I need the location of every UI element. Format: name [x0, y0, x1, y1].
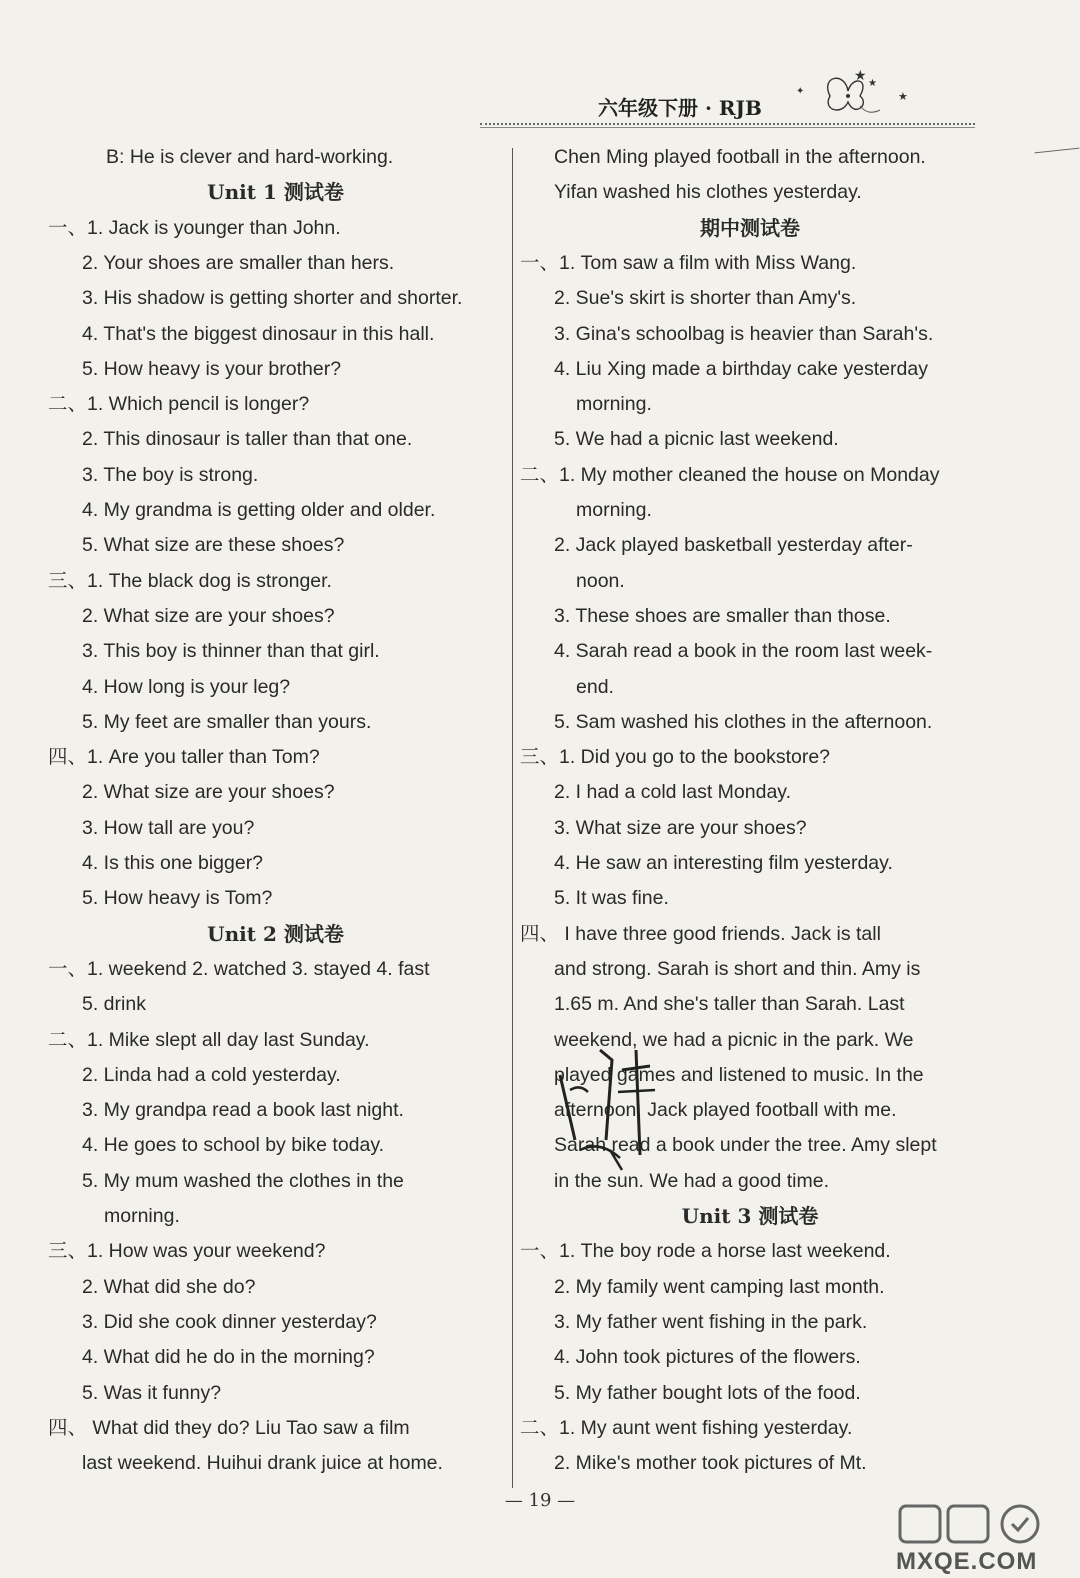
answer-line: 二、1. My mother cleaned the house on Monday [520, 463, 940, 486]
column-divider [512, 148, 513, 1488]
svg-text:★: ★ [898, 91, 908, 103]
answer-line: 5. drink [82, 993, 146, 1016]
answer-line: 5. What size are these shoes? [82, 534, 345, 557]
answer-line: last weekend. Huihui drank juice at home. [82, 1452, 443, 1475]
answer-line: 3. His shadow is getting shorter and shorter. [82, 287, 463, 310]
answer-line: 5. Was it funny? [82, 1381, 222, 1404]
answer-line: afternoon, Jack played football with me. [554, 1099, 897, 1122]
answer-line: 5. My feet are smaller than yours. [82, 710, 372, 733]
svg-text:★: ★ [868, 78, 877, 89]
answer-line: weekend, we had a picnic in the park. We [554, 1028, 914, 1051]
answer-line: 2. Linda had a cold yesterday. [82, 1063, 341, 1086]
answer-line: 一、1. The boy rode a horse last weekend. [520, 1240, 891, 1263]
answer-line: 四、1. Are you taller than Tom? [48, 746, 320, 769]
watermark-text: MXQE.COM [896, 1548, 1038, 1575]
answer-line: 3. These shoes are smaller than those. [554, 604, 891, 627]
answer-line: 2. Mike's mother took pictures of Mt. [554, 1452, 867, 1475]
answer-line: 4. That's the biggest dinosaur in this hall. [82, 322, 435, 345]
header-title: 六年级下册 · RJB [598, 96, 762, 120]
answer-line: played games and listened to music. In the [554, 1063, 924, 1086]
answer-line: 一、1. weekend 2. watched 3. stayed 4. fast [48, 957, 430, 980]
answer-line: 4. How long is your leg? [82, 675, 291, 698]
answer-line: morning. [104, 1205, 180, 1227]
answer-line: 4. What did he do in the morning? [82, 1346, 375, 1369]
answer-line: 4. Liu Xing made a birthday cake yesterday [554, 357, 928, 380]
answer-line: 二、1. My aunt went fishing yesterday. [520, 1416, 853, 1439]
answer-line: 三、1. How was your weekend? [48, 1240, 326, 1263]
answer-line: Sarah read a book under the tree. Amy slept [554, 1134, 937, 1157]
section-heading: Unit 1 测试卷 [207, 180, 344, 205]
site-watermark [890, 1500, 1080, 1578]
answer-line: 3. What size are your shoes? [554, 816, 807, 839]
answer-line: 3. This boy is thinner than that girl. [82, 640, 380, 663]
answer-line: 一、1. Tom saw a film with Miss Wang. [520, 251, 857, 274]
section-heading: Unit 2 测试卷 [207, 921, 344, 946]
answer-line: 3. My father went fishing in the park. [554, 1310, 868, 1333]
answer-line: 2. What did she do? [82, 1275, 256, 1298]
answer-line: end. [576, 675, 614, 698]
answer-line: 5. My mum washed the clothes in the [82, 1169, 404, 1192]
answer-line: morning. [576, 499, 652, 521]
answer-line: and strong. Sarah is short and thin. Amy is [554, 957, 921, 980]
answer-line: 1.65 m. And she's taller than Sarah. Last [554, 993, 905, 1016]
section-heading: 期中测试卷 [700, 215, 800, 240]
answer-line: 3. Gina's schoolbag is heavier than Sarah's. [554, 322, 934, 345]
header-divider [480, 123, 975, 125]
answer-line: 4. He saw an interesting film yesterday. [554, 852, 893, 874]
answer-line: 2. I had a cold last Monday. [554, 781, 792, 804]
answer-line: Yifan washed his clothes yesterday. [554, 181, 862, 204]
svg-text:✦: ✦ [796, 86, 805, 97]
answer-line: 5. Sam washed his clothes in the afternoon. [554, 710, 933, 733]
answer-line: 三、1. Did you go to the bookstore? [520, 746, 831, 769]
answer-line: 3. Did she cook dinner yesterday? [82, 1310, 377, 1333]
svg-text:★: ★ [854, 67, 867, 83]
answer-line: B: He is clever and hard-working. [106, 146, 394, 168]
section-heading: Unit 3 测试卷 [681, 1204, 819, 1228]
answer-line: 2. This dinosaur is taller than that one. [82, 428, 413, 451]
answer-line: 5. We had a picnic last weekend. [554, 428, 839, 451]
answer-line: 4. Is this one bigger? [82, 852, 264, 874]
answer-line: 5. How heavy is Tom? [82, 887, 273, 910]
answer-line: 2. Sue's skirt is shorter than Amy's. [554, 287, 857, 310]
answer-line: 5. How heavy is your brother? [82, 357, 342, 380]
butterfly-icon [790, 66, 910, 126]
answer-line: noon. [576, 569, 625, 592]
answer-line: 4. My grandma is getting older and older. [82, 499, 436, 521]
answer-line: 5. My father bought lots of the food. [554, 1381, 861, 1404]
page-header [480, 67, 975, 126]
answer-line: Chen Ming played football in the afternoon. [554, 146, 926, 168]
answer-line: 2. Your shoes are smaller than hers. [82, 251, 395, 274]
answer-line: morning. [576, 393, 652, 416]
header-divider-solid [480, 127, 975, 128]
answer-line: in the sun. We had a good time. [554, 1169, 829, 1192]
answer-line: 四、 What did they do? Liu Tao saw a film [48, 1416, 410, 1439]
answer-line: 四、 I have three good friends. Jack is tall [520, 922, 881, 945]
answer-line: 2. What size are your shoes? [82, 781, 335, 804]
answer-line: 4. Sarah read a book in the room last week- [554, 640, 933, 663]
answer-line: 2. My family went camping last month. [554, 1275, 885, 1298]
answer-line: 5. It was fine. [554, 887, 669, 910]
corner-mark [1035, 148, 1080, 164]
answer-line: 2. What size are your shoes? [82, 604, 335, 627]
answer-line: 三、1. The black dog is stronger. [48, 569, 332, 592]
handwritten-stamp [540, 1030, 670, 1180]
answer-line: 3. The boy is strong. [82, 463, 259, 486]
answer-line: 二、1. Mike slept all day last Sunday. [48, 1028, 370, 1051]
answer-line: 2. Jack played basketball yesterday after- [554, 534, 913, 557]
page-number: — 19 — [504, 1490, 576, 1511]
answer-line: 一、1. Jack is younger than John. [48, 216, 341, 239]
answer-line: 3. My grandpa read a book last night. [82, 1099, 404, 1122]
watermark-logo-icon [890, 1500, 1080, 1550]
answer-line: 二、1. Which pencil is longer? [48, 393, 310, 416]
answer-line: 4. John took pictures of the flowers. [554, 1346, 861, 1369]
answer-line: 3. How tall are you? [82, 816, 255, 839]
answer-line: 4. He goes to school by bike today. [82, 1134, 385, 1157]
